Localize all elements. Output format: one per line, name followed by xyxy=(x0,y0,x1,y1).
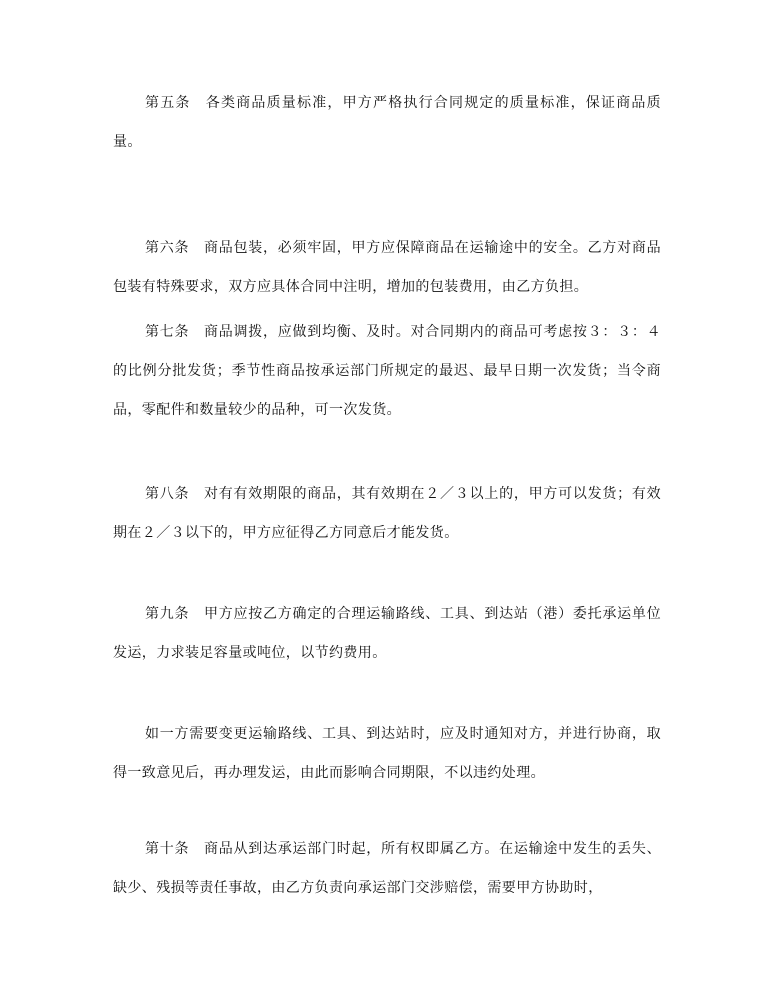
article-9-continuation-paragraph: 如一方需要变更运输路线、工具、到达站时，应及时通知对方，并进行协商，取得一致意见后，再办理发运，由此而影响合同期限，不以违约处理。 xyxy=(113,726,661,781)
article-7-paragraph: 第七条 商品调拨，应做到均衡、及时。对合同期内的商品可考虑按３：３：４的比例分批发货；季节性商品按承运部门所规定的最迟、最早日期一次发货；当令商品，零配件和数量较少的品种，可一次发货。 xyxy=(113,324,661,418)
article-9-paragraph: 第九条 甲方应按乙方确定的合理运输路线、工具、到达站（港）委托承运单位发运，力求装足容量或吨位，以节约费用。 xyxy=(113,606,661,661)
article-5-paragraph: 第五条 各类商品质量标准，甲方严格执行合同规定的质量标准，保证商品质量。 xyxy=(113,95,661,150)
article-10-paragraph: 第十条 商品从到达承运部门时起，所有权即属乙方。在运输途中发生的丢失、缺少、残损等责任事故，由乙方负责向承运部门交涉赔偿，需要甲方协助时， xyxy=(113,841,661,896)
article-6-paragraph: 第六条 商品包装，必须牢固，甲方应保障商品在运输途中的安全。乙方对商品包装有特殊要求，双方应具体合同中注明，增加的包装费用，由乙方负担。 xyxy=(113,240,661,295)
article-8-paragraph: 第八条 对有有效期限的商品，其有效期在２／３以上的，甲方可以发货；有效期在２／３以下的，甲方应征得乙方同意后才能发货。 xyxy=(113,486,661,541)
